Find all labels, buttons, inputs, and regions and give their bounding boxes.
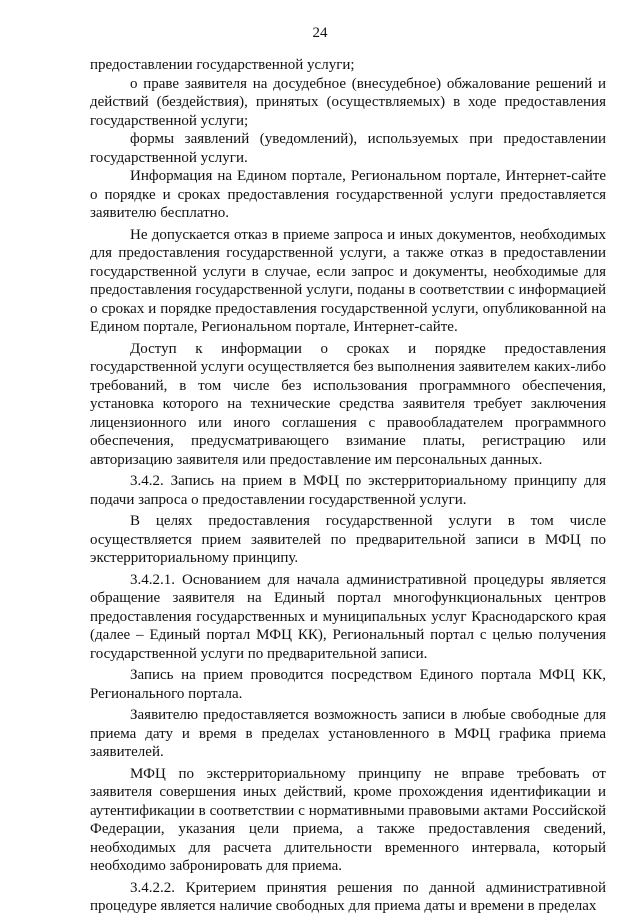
paragraph-3: формы заявлений (уведомлений), используемых при предоставлении государственной услуги. [90, 131, 606, 166]
paragraph-4: Информация на Едином портале, Региональном портале, Интернет-сайте о порядке и сроках предоставления государственной услуги предоставляется заявителю бесплатно. [90, 168, 606, 221]
paragraph-9: 3.4.2.1. Основанием для начала административной процедуры является обращение заявителя на Единый портал многофункциональных центров предоставления государственных и муниципальных услуг Краснодарского края (далее – Единый портал МФЦ КК), Региональный портал с целью получения государственной услуги по предварительной записи. [90, 571, 606, 662]
paragraph-2: о праве заявителя на досудебное (внесудебное) обжалование решений и действий (бездействия), принятых (осуществляемых) в ходе предоставления государственной услуги; [90, 75, 606, 129]
paragraph-8: В целях предоставления государственной услуги в том числе осуществляется прием заявителей по предварительной записи в МФЦ по экстерриториальному принципу. [90, 513, 606, 566]
paragraph-12: МФЦ по экстерриториальному принципу не вправе требовать от заявителя совершения иных действий, кроме прохождения идентификации и аутентификации в соответствии с нормативными правовыми актами Российской Федерации, указания цели приема, а также предоставления сведений, необходимых для расчета длительности временного интервала, который необходимо забронировать для приема. [90, 765, 606, 874]
paragraph-11: Заявителю предоставляется возможность записи в любые свободные для приема дату и время в пределах установленного в МФЦ графика приема заявителей. [90, 707, 606, 760]
paragraph-10: Запись на прием проводится посредством Единого портала МФЦ КК, Регионального портала. [90, 667, 606, 702]
paragraph-7: 3.4.2. Запись на прием в МФЦ по экстерриториальному принципу для подачи запроса о предоставлении государственной услуги. [90, 473, 606, 508]
paragraph-1: предоставлении государственной услуги; [90, 57, 355, 73]
paragraph-13: 3.4.2.2. Критерием принятия решения по данной административной процедуре является наличие свободных для приема даты и времени в пределах [90, 879, 606, 914]
document-body [90, 56, 606, 916]
paragraph-5: Не допускается отказ в приеме запроса и иных документов, необходимых для предоставления государственной услуги, а также отказ в предоставлении государственной услуги в случае, если запрос и документы, необходимые для предоставления государственной услуги, поданы в соответствии с информацией о сроках и порядке предоставления государственной услуги, опубликованной на Едином портале, Региональном портале, Интернет-сайте. [90, 226, 606, 335]
page-number: 24 [312, 25, 328, 41]
paragraph-6: Доступ к информации о сроках и порядке предоставления государственной услуги осуществляется без выполнения заявителем каких-либо требований, в том числе без использования программного обеспечения, установка которого на технические средства заявителя требует заключения лицензионного или иного соглашения с правообладателем программного обеспечения, предусматривающего взимание платы, регистрацию или авторизацию заявителя или предоставление им персональных данных. [90, 340, 607, 468]
